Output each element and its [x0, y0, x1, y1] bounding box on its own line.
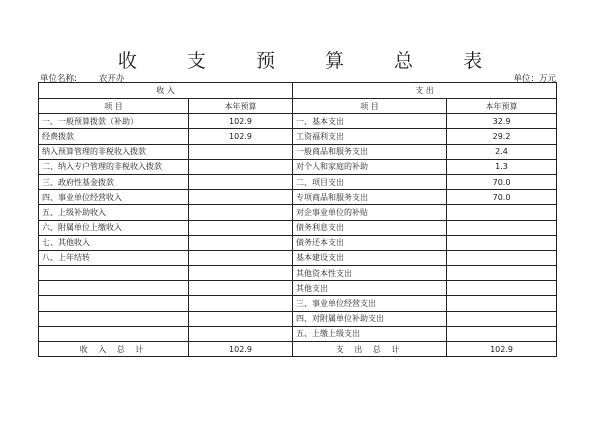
expense-item-header: 项 目 — [293, 99, 447, 114]
income-value — [189, 205, 293, 220]
expense-item: 专项商品和服务支出 — [293, 190, 447, 205]
table-row — [39, 174, 557, 189]
expense-budget-header: 本年预算 — [447, 99, 557, 114]
income-item — [39, 296, 189, 311]
income-item: 五、上级补助收入 — [39, 205, 189, 220]
income-value — [189, 326, 293, 341]
income-item — [39, 281, 189, 296]
income-section-header: 收 入 — [39, 83, 293, 99]
expense-total-value: 102.9 — [447, 342, 557, 357]
expense-value — [447, 205, 557, 220]
table-row — [39, 144, 557, 159]
income-item: 七、其他收入 — [39, 235, 189, 250]
expense-value — [447, 296, 557, 311]
income-item: 四、事业单位经营收入 — [39, 190, 189, 205]
income-value — [189, 281, 293, 296]
table-row — [39, 311, 557, 326]
income-item — [39, 311, 189, 326]
expense-value — [447, 250, 557, 265]
currency-unit: 单位：万元 — [513, 74, 556, 84]
income-value: 102.9 — [189, 129, 293, 144]
income-value — [189, 174, 293, 189]
expense-value — [447, 311, 557, 326]
table-row — [39, 129, 557, 144]
expense-item: 一般商品和服务支出 — [293, 144, 447, 159]
income-item: 八、上年结转 — [39, 250, 189, 265]
income-value — [189, 266, 293, 281]
expense-value — [447, 281, 557, 296]
income-value — [189, 220, 293, 235]
income-value — [189, 311, 293, 326]
income-item-header: 项 目 — [39, 99, 189, 114]
expense-value: 29.2 — [447, 129, 557, 144]
income-item: 经费拨款 — [39, 129, 189, 144]
income-value — [189, 144, 293, 159]
expense-value — [447, 326, 557, 341]
income-value — [189, 235, 293, 250]
table-row — [39, 250, 557, 265]
income-budget-header: 本年预算 — [189, 99, 293, 114]
expense-item: 四、对附属单位补助支出 — [293, 311, 447, 326]
expense-item: 一、基本支出 — [293, 114, 447, 129]
income-item: 纳入预算管理的非税收入拨款 — [39, 144, 189, 159]
expense-item: 其他资本性支出 — [293, 266, 447, 281]
expense-item: 工资福利支出 — [293, 129, 447, 144]
table-row — [39, 220, 557, 235]
income-value — [189, 250, 293, 265]
expense-value — [447, 266, 557, 281]
budget-table — [38, 82, 557, 357]
income-item — [39, 326, 189, 341]
expense-value: 1.3 — [447, 159, 557, 174]
expense-value: 2.4 — [447, 144, 557, 159]
income-item: 二、纳入专户管理的非税收入拨款 — [39, 159, 189, 174]
expense-item: 基本建设支出 — [293, 250, 447, 265]
table-row — [39, 205, 557, 220]
expense-value: 70.0 — [447, 174, 557, 189]
income-value — [189, 159, 293, 174]
expense-item: 对企事业单位的补贴 — [293, 205, 447, 220]
table-row — [39, 235, 557, 250]
expense-item: 三、事业单位经营支出 — [293, 296, 447, 311]
table-row — [39, 159, 557, 174]
expense-total-label: 支 出 总 计 — [293, 342, 447, 357]
income-value: 102.9 — [189, 114, 293, 129]
unit-name-value: 农开办 — [98, 74, 125, 84]
page-title: 收 支 预 算 总 表 — [117, 50, 505, 72]
table-row — [39, 326, 557, 341]
income-total-label: 收 入 总 计 — [39, 342, 189, 357]
unit-name-label: 单位名称: — [40, 74, 77, 84]
expense-section-header: 支 出 — [293, 83, 557, 99]
table-row — [39, 114, 557, 129]
income-value — [189, 190, 293, 205]
table-row — [39, 281, 557, 296]
expense-item: 对个人和家庭的补助 — [293, 159, 447, 174]
income-item: 六、附属单位上缴收入 — [39, 220, 189, 235]
expense-item: 五、上缴上级支出 — [293, 326, 447, 341]
expense-item: 其他支出 — [293, 281, 447, 296]
expense-value: 70.0 — [447, 190, 557, 205]
table-row — [39, 266, 557, 281]
expense-value — [447, 220, 557, 235]
income-item: 三、政府性基金拨款 — [39, 174, 189, 189]
income-value — [189, 296, 293, 311]
expense-item: 债务利息支出 — [293, 220, 447, 235]
expense-value: 32.9 — [447, 114, 557, 129]
expense-item: 债务还本支出 — [293, 235, 447, 250]
expense-item: 二、项目支出 — [293, 174, 447, 189]
income-total-value: 102.9 — [189, 342, 293, 357]
total-row — [39, 342, 557, 357]
table-row — [39, 190, 557, 205]
table-row — [39, 296, 557, 311]
income-item: 一、一般预算拨款（补助） — [39, 114, 189, 129]
income-item — [39, 266, 189, 281]
expense-value — [447, 235, 557, 250]
